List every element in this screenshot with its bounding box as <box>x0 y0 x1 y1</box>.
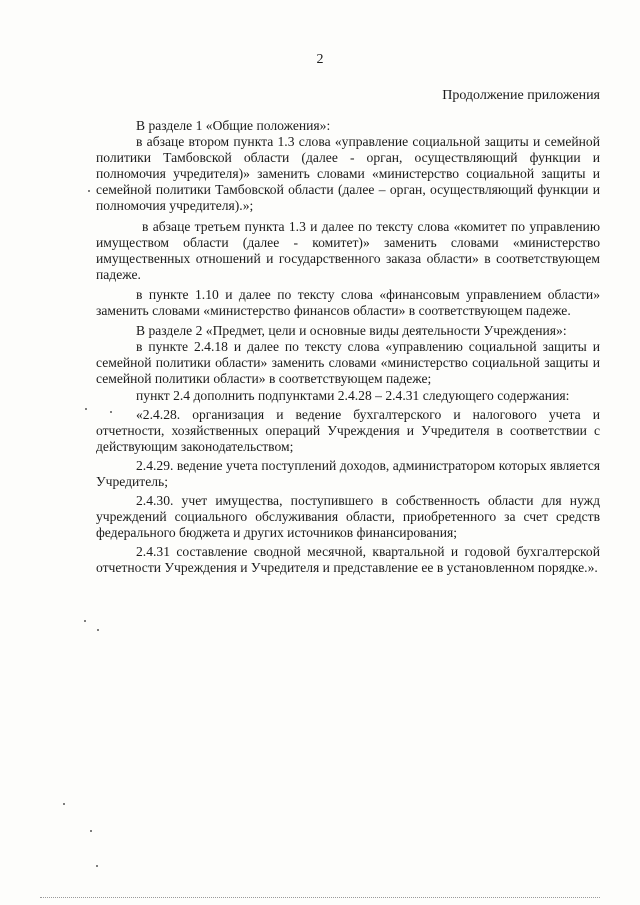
scan-dot <box>85 408 87 410</box>
scan-dot <box>84 620 86 622</box>
scan-dot <box>90 830 92 832</box>
scan-dot <box>88 190 90 192</box>
scan-dot <box>63 803 65 805</box>
paragraph: в пункте 2.4.18 и далее по тексту слова «управлению социальной защиты и семейной политики области» заменить словами «министерство социальной защиты и семейной политики области» в соответствующем падеже; <box>96 339 600 387</box>
continuation-label: Продолжение приложения <box>442 88 600 103</box>
page-number: 2 <box>316 52 324 67</box>
paragraph: 2.4.29. ведение учета поступлений доходов, администратором которых является Учредитель; <box>96 457 600 489</box>
scan-dot <box>97 629 99 631</box>
paragraph: «2.4.28. организация и ведение бухгалтерского и налогового учета и отчетности, хозяйственных операций Учреждения и Учредителя в соответствии с действующим законодательством; <box>96 406 600 454</box>
paragraph: 2.4.31 составление сводной месячной, квартальной и годовой бухгалтерской отчетности Учреждения и Учредителя и представление ее в установленном порядке.». <box>96 544 600 576</box>
paragraph: пункт 2.4 дополнить подпунктами 2.4.28 – 2.4.31 следующего содержания: <box>136 387 570 403</box>
paragraph: в пункте 1.10 и далее по тексту слова «финансовым управлением области» заменить словами «министерство финансов области» в соответствующем падеже. <box>96 286 600 319</box>
paragraph: В разделе 2 «Предмет, цели и основные виды деятельности Учреждения»: <box>136 323 567 339</box>
scan-dot <box>110 411 112 413</box>
document-body <box>96 118 600 577</box>
scan-edge-line <box>40 897 600 898</box>
scan-dot <box>96 865 98 867</box>
paragraph: 2.4.30. учет имущества, поступившего в собственность области для нужд учреждений социального обслуживания области, приобретенного за счет средств федерального бюджета и других источников финансирования; <box>96 493 600 541</box>
paragraph: В разделе 1 «Общие положения»: <box>136 118 331 133</box>
paragraph: в абзаце втором пункта 1.3 слова «управление социальной защиты и семейной политики Тамбовской области (далее - орган, осуществляющий функции и полномочия учредителя)» заменить словами «министерство социальной защиты и семейной политики Тамбовской области (далее – орган, осуществляющий функции и полномочия учредителя).»; <box>96 134 600 214</box>
paragraph: в абзаце третьем пункта 1.3 и далее по тексту слова «комитет по управлению имуществом области (далее - комитет)» заменить словами «министерство имущественных отношений и государственного заказа области» в соответствующем падеже. <box>96 218 600 282</box>
